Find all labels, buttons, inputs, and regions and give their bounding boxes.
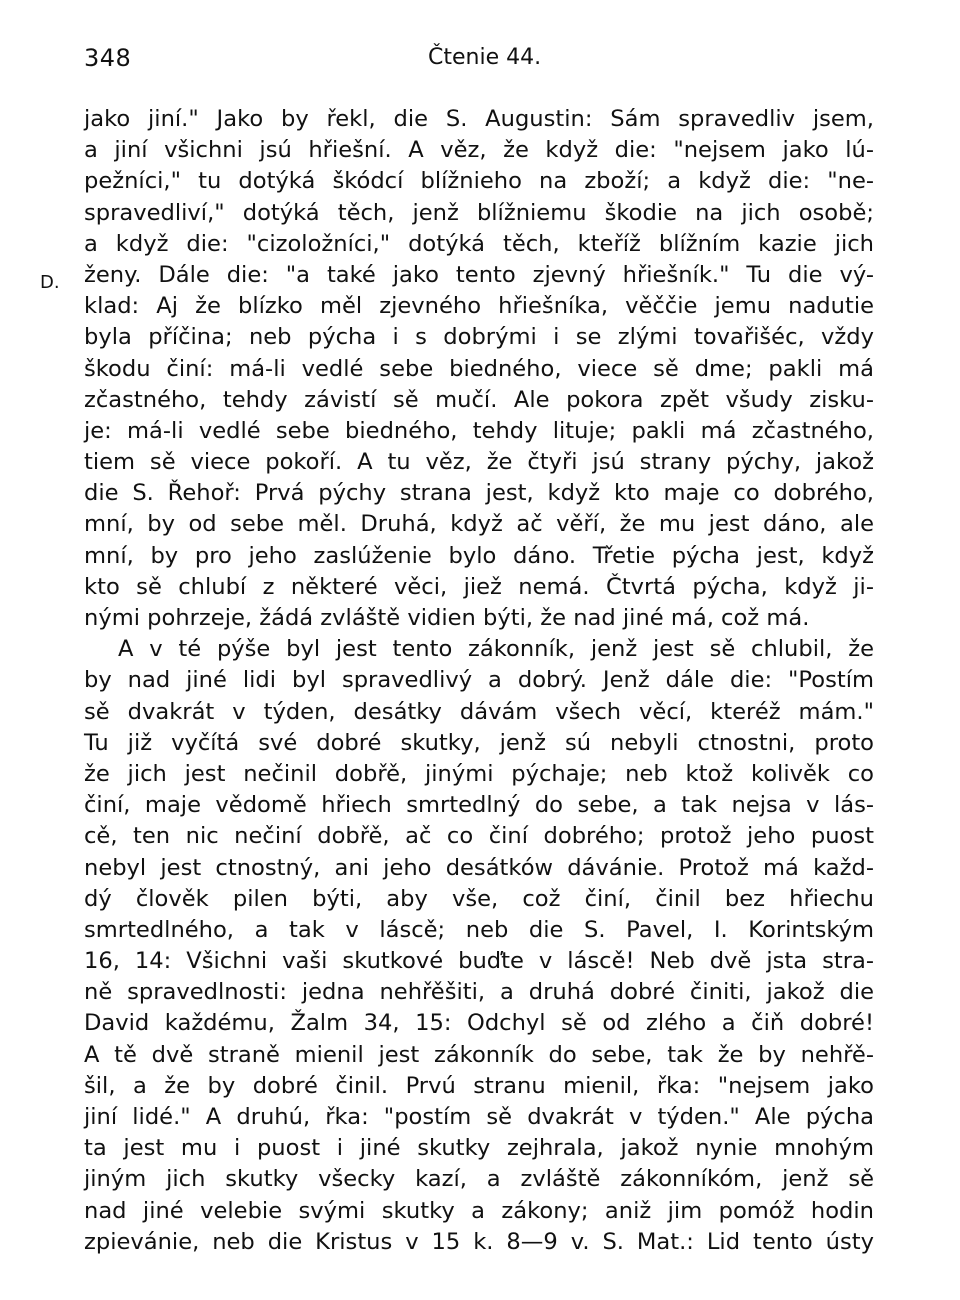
text-line: a když die: "cizoložníci," dotýká těch, kteříž blížním kazie jich xyxy=(84,230,874,257)
text-line: mní, by pro jeho zaslúženie bylo dáno. Třetie pýcha jest, když xyxy=(84,542,874,569)
text-line: mní, by od sebe měl. Druhá, když ač věří, že mu jest dáno, ale xyxy=(84,511,874,538)
text-line: zčastného, tehdy závistí sě mučí. Ale pokora zpět všudy zisku- xyxy=(84,386,874,413)
text-line: šil, a že by dobré činil. Prvú stranu mienil, řka: "nejsem jako xyxy=(84,1072,874,1099)
text-line: sě dvakrát v týden, desátky dávám všech věcí, kteréž mám." xyxy=(84,698,874,725)
text-line: zpievánie, neb die Kristus v 15 k. 8—9 v. S. Mat.: Lid tento ústy xyxy=(84,1228,874,1255)
text-line: 16, 14: Všichni vaši skutkové buďte v láscě! Neb dvě jsta stra- xyxy=(84,948,874,975)
text-line: nebyl jest ctnostný, ani jeho desátków dávánie. Protož má každ- xyxy=(84,854,874,881)
text-line: smrtedlného, a tak v láscě; neb die S. Pavel, I. Korintským xyxy=(84,916,874,943)
text-line: je: má-li vedlé sebe biedného, tehdy lituje; pakli má zčastného, xyxy=(84,417,874,444)
text-line: ta jest mu i puost i jiné skutky zejhrala, jakož nynie mnohým xyxy=(84,1135,874,1162)
page-number: 348 xyxy=(84,44,132,72)
text-line: klad: Aj že blízko měl zjevného hřiešníka, věččie jemu nadutie xyxy=(84,293,874,320)
text-line: cě, ten nic nečiní dobřě, ač co činí dobrého; protož jeho puost xyxy=(84,823,874,850)
text-line: dý člověk pilen býti, aby vše, což činí, činil bez hřiechu xyxy=(84,885,874,912)
text-line: kto sě chlubí z některé věci, jiež nemá. Čtvrtá pýcha, když ji- xyxy=(84,573,874,600)
text-line: die S. Řehoř: Prvá pýchy strana jest, když kto maje co dobrého, xyxy=(84,480,874,507)
text-line: jiným jich skutky všecky kazí, a zvláště zákonníkóm, jenž sě xyxy=(84,1166,874,1193)
page-header xyxy=(0,38,960,78)
text-line: by nad jiné lidi byl spravedlivý a dobrý. Jenž dále die: "Postím xyxy=(84,667,874,694)
text-line: tiem sě viece pokoří. A tu věz, že čtyři jsú strany pýchy, jakož xyxy=(84,449,874,476)
text-line: A tě dvě straně mienil jest zákonník do sebe, tak že by nehřě- xyxy=(84,1041,874,1068)
text-line: Tu již vyčítá své dobré skutky, jenž sú nebyli ctnostni, proto xyxy=(84,729,874,756)
body-text xyxy=(84,104,874,1258)
text-line: ženy. Dále die: "a také jako tento zjevný hřiešník." Tu die vý- xyxy=(84,261,874,288)
text-line: jako jiní." Jako by řekl, die S. Augustin: Sám spravedliv jsem, xyxy=(84,106,874,132)
text-line: pežníci," tu dotýká škódcí blížnieho na zboží; a když die: "ne- xyxy=(84,168,874,195)
text-line: ně spravedlnosti: jedna nehřěšiti, a druhá dobré činiti, jakož die xyxy=(84,979,874,1006)
text-line: jiní lidé." A druhú, řka: "postím sě dvakrát v týden." Ale pýcha xyxy=(84,1104,874,1130)
running-title: Čtenie 44. xyxy=(428,45,542,70)
text-line: škodu činí: má-li vedlé sebe biedného, viece sě dme; pakli má xyxy=(84,355,874,382)
text-line: nými pohrzeje, žádá zvláště vidien býti, že nad jiné má, což má. xyxy=(84,605,810,631)
text-line: A v té pýše byl jest tento zákonník, jenž jest sě chlubil, že xyxy=(118,636,874,663)
text-line: spravedliví," dotýká těch, jenž blížniemu škodie na jich osobě; xyxy=(84,199,874,226)
text-line: a jiní všichni jsú hřiešní. A věz, že když die: "nejsem jako lú- xyxy=(84,137,874,164)
text-line: že jich jest nečinil dobřě, jinými pýchaje; neb ktož kolivěk co xyxy=(84,760,874,787)
text-line: byla příčina; neb pýcha i s dobrými i se zlými tovařišéc, vždy xyxy=(84,324,874,351)
margin-note: D. xyxy=(40,272,60,293)
text-line: činí, maje vědomě hřiech smrtedlný do sebe, a tak nejsa v lás- xyxy=(84,792,874,819)
text-line: David každému, Žalm 34, 15: Odchyl sě od zlého a čiň dobré! xyxy=(84,1010,874,1037)
text-line: nad jiné velebie svými skutky a zákony; aniž jim pomóž hodin xyxy=(84,1197,874,1224)
